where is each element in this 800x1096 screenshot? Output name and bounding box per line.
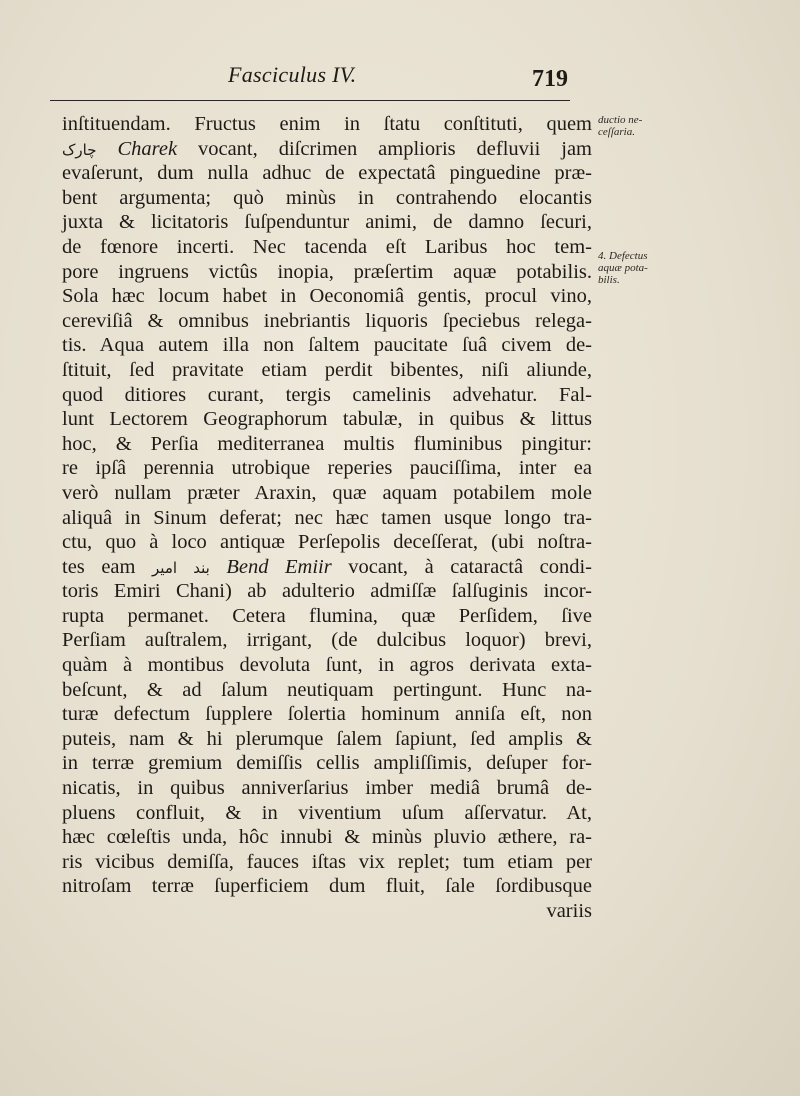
- margin-notes: [598, 114, 678, 398]
- text-line: [62, 112, 592, 137]
- body-text: [62, 112, 592, 924]
- arabic-term: بند امیر: [152, 558, 210, 577]
- text-run: ſtituit, ſed pravitate etiam perdit bibentes, niſi aliunde,: [62, 358, 592, 381]
- text-run: re ipſâ perennia utrobique reperies pauciſſima, inter ea: [62, 457, 592, 480]
- text-line: [62, 333, 592, 358]
- text-run: vocant, à cataractâ condi-: [331, 555, 592, 578]
- text-line: [62, 678, 592, 703]
- text-run: ctu, quo à loco antiquæ Perſepolis deceſſerat, (ubi noſtra-: [62, 531, 592, 554]
- margin-note-line: ceſſaria.: [598, 126, 635, 138]
- text-run: toris Emiri Chani) ab adulterio admiſſæ ſalſuginis incor-: [62, 580, 592, 603]
- text-line: [62, 850, 592, 875]
- margin-note: [598, 114, 678, 138]
- text-line: [62, 358, 592, 383]
- text-run: pluens confluit, & in viventium uſum aſſervatur. At,: [62, 801, 592, 824]
- margin-note-line: bilis.: [598, 274, 620, 286]
- text-line: [62, 137, 592, 162]
- italic-term: Charek: [96, 137, 178, 160]
- text-run: aliquâ in Sinum deferat; nec hæc tamen usque longo tra-: [62, 506, 592, 529]
- text-line: [62, 801, 592, 826]
- text-line: [62, 456, 592, 481]
- text-run: verò nullam præter Araxin, quæ aquam potabilem mole: [62, 481, 592, 504]
- header-rule: [50, 100, 570, 101]
- text-run: nitroſam terræ ſuperficiem dum fluit, ſale ſordibusque: [62, 875, 592, 898]
- text-line: [62, 481, 592, 506]
- text-run: variis: [546, 900, 592, 922]
- text-run: tes eam: [62, 555, 153, 578]
- margin-note-line: ductio ne-: [598, 114, 643, 126]
- margin-note-line: aquæ pota-: [598, 262, 648, 274]
- text-run: rupta permanet. Cetera flumina, quæ Perſidem, ſive: [62, 604, 592, 627]
- text-run: evaſerunt, dum nulla adhuc de expectatâ pinguedine præ-: [62, 162, 592, 185]
- text-line: [62, 653, 592, 678]
- text-line: [62, 260, 592, 285]
- text-run: turæ defectum ſupplere ſolertia hominum anniſa eſt, non: [62, 703, 592, 726]
- text-line: [62, 555, 592, 580]
- text-run: lunt Lectorem Geographorum tabulæ, in quibus & littus: [62, 408, 592, 431]
- text-run: beſcunt, & ad ſalum neutiquam pertingunt. Hunc na-: [62, 678, 592, 701]
- text-line: [62, 235, 592, 260]
- page-number: 719: [532, 66, 568, 92]
- text-line: [62, 874, 592, 899]
- text-line: [62, 161, 592, 186]
- margin-note-line: 4. Defectus: [598, 250, 648, 262]
- text-line: [62, 579, 592, 604]
- text-run: bent argumenta; quò minùs in contrahendo elocantis: [62, 186, 592, 209]
- text-line: [62, 776, 592, 801]
- text-run: de fœnore incerti. Nec tacenda eſt Laribus hoc tem-: [62, 235, 592, 258]
- text-run: puteis, nam & hi plerumque ſalem ſapiunt, ſed amplis &: [62, 727, 592, 750]
- text-line: [62, 210, 592, 235]
- text-run: cereviſiâ & omnibus inebriantis liquoris ſpeciebus relega-: [62, 309, 592, 332]
- text-line: [62, 628, 592, 653]
- text-run: vocant, diſcrimen amplioris defluvii jam: [177, 137, 592, 160]
- margin-note: [598, 250, 678, 286]
- text-run: hæc cœleſtis unda, hôc innubi & minùs pluvio æthere, ra-: [62, 826, 592, 849]
- text-run: in terræ gremium demiſſis cellis ampliſſimis, deſuper for-: [62, 752, 592, 775]
- text-line: [62, 309, 592, 334]
- text-line: [62, 186, 592, 211]
- text-line: [62, 604, 592, 629]
- text-line: [62, 530, 592, 555]
- text-run: quod ditiores curant, tergis camelinis advehatur. Fal-: [62, 383, 592, 406]
- arabic-term: چارک: [62, 140, 97, 159]
- italic-term: Bend Emiir: [209, 555, 332, 578]
- text-line: [62, 383, 592, 408]
- page-header: [228, 60, 568, 94]
- text-line: [62, 284, 592, 309]
- text-run: ris vicibus demiſſa, fauces iſtas vix replet; tum etiam per: [62, 850, 592, 873]
- text-run: hoc, & Perſia mediterranea multis fluminibus pingitur:: [62, 432, 592, 455]
- text-line: [62, 899, 592, 924]
- text-line: [62, 506, 592, 531]
- text-line: [62, 407, 592, 432]
- running-title: Fasciculus IV.: [228, 62, 357, 87]
- text-line: [62, 432, 592, 457]
- text-line: [62, 702, 592, 727]
- text-run: Sola hæc locum habet in Oeconomiâ gentis, procul vino,: [62, 285, 592, 308]
- text-run: nicatis, in quibus anniverſarius imber mediâ brumâ de-: [62, 777, 592, 800]
- text-line: [62, 727, 592, 752]
- text-run: pore ingruens victûs inopia, præſertim aquæ potabilis.: [62, 260, 592, 283]
- text-line: [62, 825, 592, 850]
- text-run: juxta & licitatoris ſuſpenduntur animi, de damno ſecuri,: [62, 211, 592, 234]
- text-run: inſtituendam. Fructus enim in ſtatu conſtituti, quem: [62, 113, 592, 135]
- text-run: Perſiam auſtralem, irrigant, (de dulcibus loquor) brevi,: [62, 629, 592, 652]
- text-line: [62, 751, 592, 776]
- text-run: tis. Aqua autem illa non ſaltem paucitate ſuâ civem de-: [62, 334, 592, 357]
- text-run: quàm à montibus devoluta ſunt, in agros derivata exta-: [62, 654, 592, 677]
